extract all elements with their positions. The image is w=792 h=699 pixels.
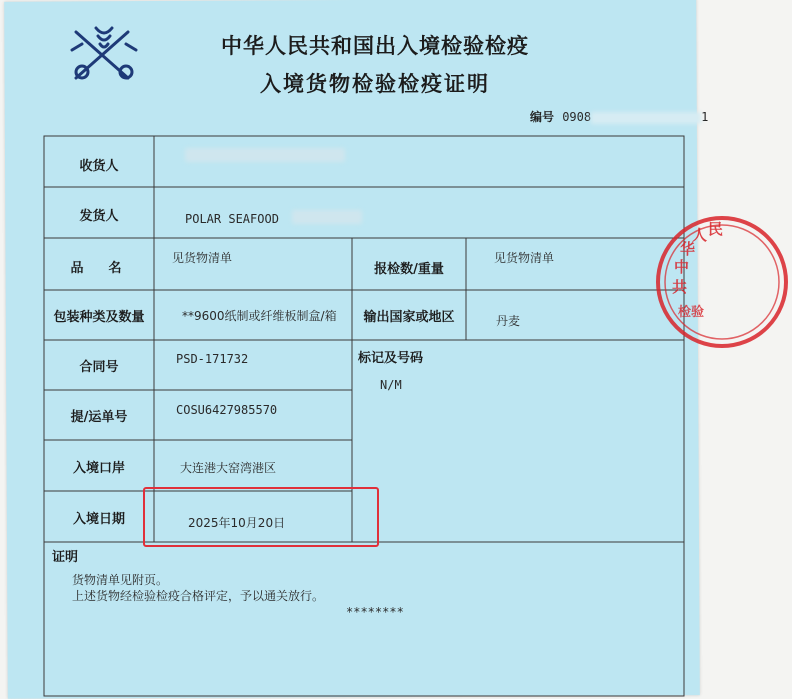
product-value: 见货物清单 [172, 251, 233, 265]
serial-end: 1 [701, 110, 709, 124]
origin-value: 丹麦 [496, 314, 521, 328]
title-line1: 中华人民共和国出入境检验检疫 [221, 34, 529, 58]
packing-value: **9600纸制或纤维板制盒/箱 [182, 309, 337, 323]
consignor-label: 发货人 [79, 209, 119, 224]
quantity-label: 报检数/重量 [374, 262, 444, 277]
marks-label: 标记及号码 [358, 351, 424, 366]
svg-text:中: 中 [674, 258, 690, 276]
serial-start: 0908 [562, 110, 592, 124]
port-label: 入境口岸 [72, 461, 125, 476]
svg-text:人: 人 [692, 226, 708, 244]
serial-label: 编号 [530, 110, 555, 124]
svg-text:共: 共 [672, 278, 688, 296]
entry-date-label: 入境日期 [72, 512, 125, 527]
contract-value: PSD-171732 [176, 352, 249, 366]
port-value: 大连港大窑湾港区 [180, 461, 277, 475]
certificate-line1: 货物清单见附页。 [72, 573, 169, 587]
entry-date-highlight-box [143, 487, 379, 547]
official-seal-stamp [652, 212, 792, 352]
consignee-redaction [185, 148, 345, 162]
svg-text:民: 民 [708, 220, 724, 238]
consignee-label: 收货人 [79, 159, 119, 174]
certificate-label: 证明 [52, 550, 79, 565]
origin-label: 输出国家或地区 [363, 310, 455, 325]
bl-label: 提/运单号 [70, 410, 128, 425]
packing-label: 包装种类及数量 [53, 310, 145, 325]
consignor-value: POLAR SEAFOOD [185, 212, 279, 226]
contract-label: 合同号 [79, 360, 119, 375]
entry-date-value: 2025年10月20日 [188, 516, 286, 530]
consignee-value [185, 148, 345, 166]
consignor-redaction [292, 210, 362, 224]
quantity-value: 见货物清单 [494, 251, 555, 265]
certificate-line2: 上述货物经检验检疫合格评定，予以通关放行。 [72, 589, 325, 603]
title-line2: 入境货物检验检疫证明 [260, 72, 490, 96]
bl-value: COSU6427985570 [176, 403, 278, 417]
svg-text:检验: 检验 [678, 305, 705, 320]
marks-value: N/M [380, 378, 402, 392]
product-label: 品 名 [70, 261, 128, 276]
svg-text:华: 华 [680, 240, 696, 258]
certificate-stars: ******** [346, 605, 404, 619]
